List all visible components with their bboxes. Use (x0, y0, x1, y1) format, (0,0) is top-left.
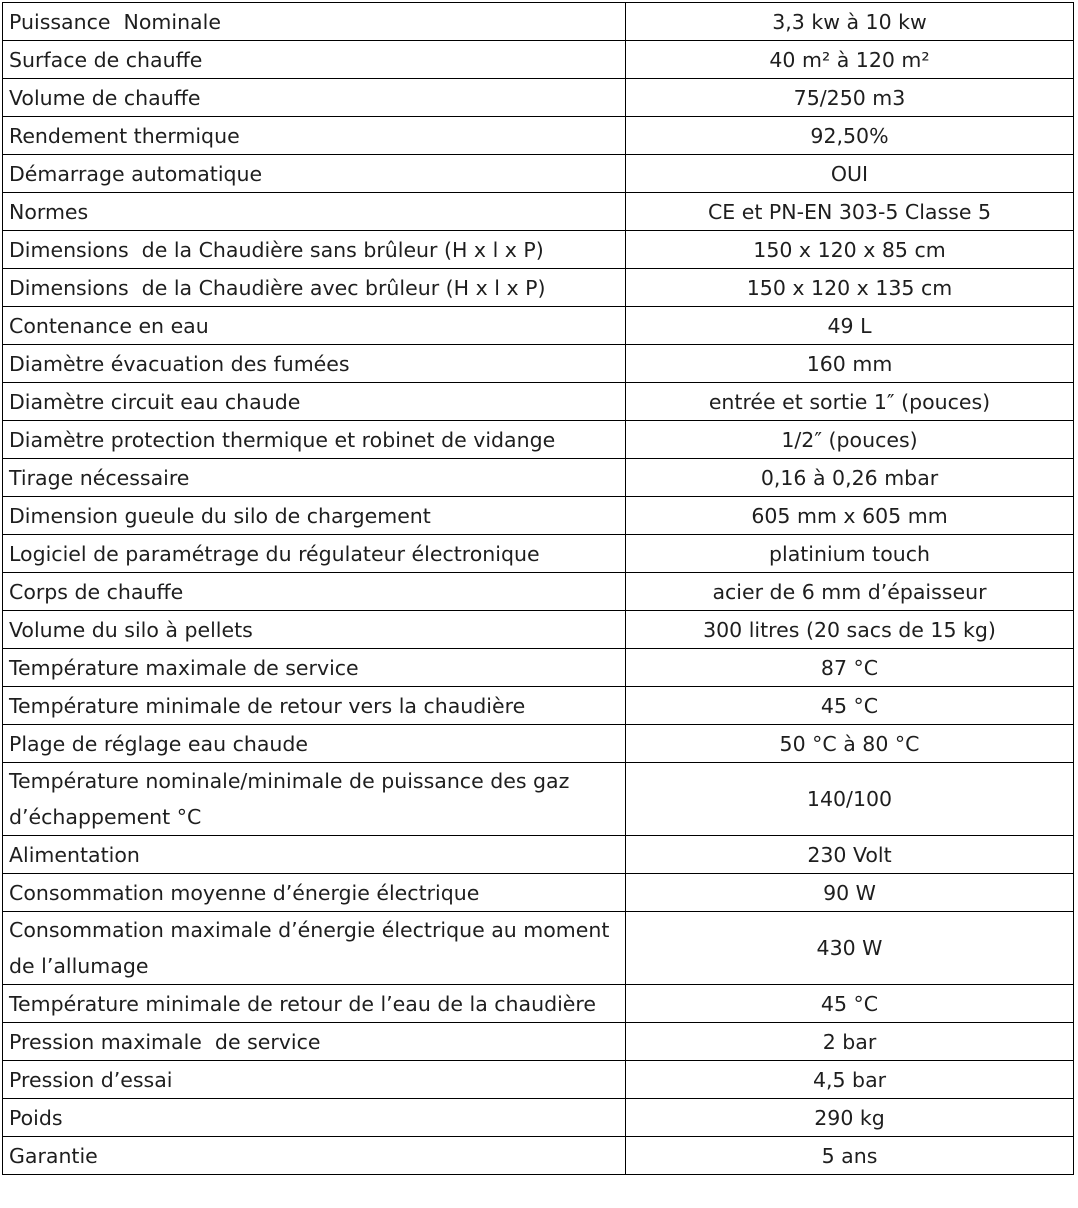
spec-label: Corps de chauffe (3, 573, 626, 611)
table-row (3, 573, 1074, 611)
spec-label: Contenance en eau (3, 307, 626, 345)
table-row (3, 155, 1074, 193)
spec-value: 75/250 m3 (626, 79, 1074, 117)
spec-label: Pression d’essai (3, 1061, 626, 1099)
spec-value: 150 x 120 x 135 cm (626, 269, 1074, 307)
spec-label: Température minimale de retour de l’eau de la chaudière (3, 985, 626, 1023)
spec-value: 45 °C (626, 985, 1074, 1023)
spec-value: 150 x 120 x 85 cm (626, 231, 1074, 269)
table-row (3, 725, 1074, 763)
spec-label: Plage de réglage eau chaude (3, 725, 626, 763)
spec-label: Consommation moyenne d’énergie électrique (3, 874, 626, 912)
table-row (3, 611, 1074, 649)
spec-value: 230 Volt (626, 836, 1074, 874)
table-row (3, 383, 1074, 421)
spec-label: Alimentation (3, 836, 626, 874)
spec-label: Dimensions de la Chaudière sans brûleur (H x l x P) (3, 231, 626, 269)
spec-label: Dimension gueule du silo de chargement (3, 497, 626, 535)
table-row (3, 1061, 1074, 1099)
spec-label: Logiciel de paramétrage du régulateur électronique (3, 535, 626, 573)
spec-label: Pression maximale de service (3, 1023, 626, 1061)
spec-label: Volume de chauffe (3, 79, 626, 117)
table-row (3, 345, 1074, 383)
table-row (3, 421, 1074, 459)
spec-value: 40 m² à 120 m² (626, 41, 1074, 79)
spec-value: 1/2″ (pouces) (626, 421, 1074, 459)
table-row (3, 687, 1074, 725)
spec-label: Température minimale de retour vers la chaudière (3, 687, 626, 725)
spec-value: 605 mm x 605 mm (626, 497, 1074, 535)
spec-value: 90 W (626, 874, 1074, 912)
spec-value: platinium touch (626, 535, 1074, 573)
spec-label: Volume du silo à pellets (3, 611, 626, 649)
spec-label: Surface de chauffe (3, 41, 626, 79)
spec-value: entrée et sortie 1″ (pouces) (626, 383, 1074, 421)
spec-label: Garantie (3, 1137, 626, 1175)
spec-value: 3,3 kw à 10 kw (626, 3, 1074, 41)
spec-value: 0,16 à 0,26 mbar (626, 459, 1074, 497)
table-row (3, 912, 1074, 985)
table-row (3, 41, 1074, 79)
table-row (3, 763, 1074, 836)
spec-value: 160 mm (626, 345, 1074, 383)
table-row (3, 193, 1074, 231)
spec-label: Diamètre circuit eau chaude (3, 383, 626, 421)
table-row (3, 307, 1074, 345)
table-row (3, 79, 1074, 117)
spec-value: 2 bar (626, 1023, 1074, 1061)
spec-label: Normes (3, 193, 626, 231)
table-row (3, 836, 1074, 874)
table-row (3, 874, 1074, 912)
table-row (3, 269, 1074, 307)
spec-value: acier de 6 mm d’épaisseur (626, 573, 1074, 611)
specifications-table-body (3, 3, 1074, 1175)
spec-value: 5 ans (626, 1137, 1074, 1175)
spec-label: Démarrage automatique (3, 155, 626, 193)
table-row (3, 3, 1074, 41)
table-row (3, 459, 1074, 497)
spec-value: 49 L (626, 307, 1074, 345)
spec-value: 92,50% (626, 117, 1074, 155)
spec-value: 45 °C (626, 687, 1074, 725)
specifications-table (2, 2, 1074, 1175)
spec-label: Diamètre protection thermique et robinet de vidange (3, 421, 626, 459)
spec-label: Tirage nécessaire (3, 459, 626, 497)
spec-value: 4,5 bar (626, 1061, 1074, 1099)
spec-label: Température nominale/minimale de puissance des gaz d’échappement °C (3, 763, 626, 836)
spec-label: Diamètre évacuation des fumées (3, 345, 626, 383)
spec-label: Rendement thermique (3, 117, 626, 155)
spec-value: 290 kg (626, 1099, 1074, 1137)
spec-value: 430 W (626, 912, 1074, 985)
table-row (3, 497, 1074, 535)
table-row (3, 649, 1074, 687)
spec-value: 140/100 (626, 763, 1074, 836)
spec-label: Poids (3, 1099, 626, 1137)
spec-label: Consommation maximale d’énergie électrique au moment de l’allumage (3, 912, 626, 985)
spec-label: Dimensions de la Chaudière avec brûleur (H x l x P) (3, 269, 626, 307)
table-row (3, 1137, 1074, 1175)
spec-label: Température maximale de service (3, 649, 626, 687)
spec-value: 300 litres (20 sacs de 15 kg) (626, 611, 1074, 649)
spec-value: 87 °C (626, 649, 1074, 687)
table-row (3, 231, 1074, 269)
spec-value: CE et PN-EN 303-5 Classe 5 (626, 193, 1074, 231)
table-row (3, 117, 1074, 155)
spec-value: 50 °C à 80 °C (626, 725, 1074, 763)
spec-value: OUI (626, 155, 1074, 193)
table-row (3, 985, 1074, 1023)
table-row (3, 535, 1074, 573)
table-row (3, 1023, 1074, 1061)
spec-label: Puissance Nominale (3, 3, 626, 41)
table-row (3, 1099, 1074, 1137)
